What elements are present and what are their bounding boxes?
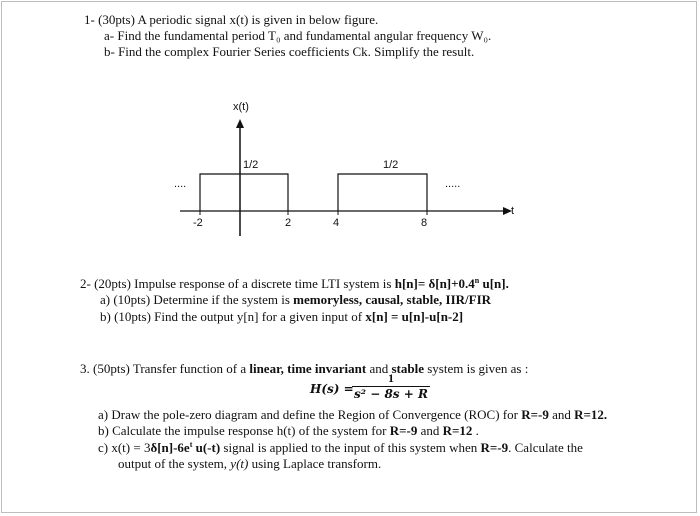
q3-title-mid: and xyxy=(366,361,392,376)
q3-part-b-r1: R=-9 xyxy=(389,423,418,438)
amplitude-label-2: 1/2 xyxy=(383,159,399,171)
q2-part-a-properties: memoryless, causal, stable, IIR/FIR xyxy=(293,292,492,307)
q3-part-c-mid: signal is applied to the input of this system when xyxy=(220,440,481,455)
transfer-function-fraction xyxy=(352,372,430,401)
q3-part-c-line2 xyxy=(118,456,381,472)
pulse-1 xyxy=(200,174,288,211)
tick-label-neg2: -2 xyxy=(193,217,203,229)
q2-title xyxy=(80,276,509,292)
q3-part-a xyxy=(98,407,607,423)
q3-part-c-line2-text: output of the system, xyxy=(118,456,231,471)
q3-title xyxy=(80,361,528,377)
q3-part-c-step: u(-t) xyxy=(192,440,221,455)
q1-part-a: a- Find the fundamental period T₀ and fundamental angular frequency W₀. xyxy=(104,28,492,43)
q1-part-b: b- Find the complex Fourier Series coefficients Ck. Simplify the result. xyxy=(104,44,475,59)
y-axis-arrow xyxy=(236,119,244,128)
dots-left: .... xyxy=(174,178,187,190)
tick-label-2: 2 xyxy=(285,217,292,229)
q3-part-b-text: b) Calculate the impulse response h(t) of the system for xyxy=(98,423,390,438)
y-axis-label: x(t) xyxy=(233,101,249,113)
q2-exponent: n xyxy=(474,276,480,285)
q3-title-bold2: stable xyxy=(391,361,424,376)
q1-title: 1- (30pts) A periodic signal x(t) is given in below figure. xyxy=(84,12,379,27)
q3-part-c-line2-end: using Laplace transform. xyxy=(248,456,382,471)
q3-part-c-signal: δ[n]-6e xyxy=(150,440,190,455)
q3-part-c-output: y(t) xyxy=(230,456,249,471)
amplitude-label-1: 1/2 xyxy=(243,159,259,171)
q3-title-end: system is given as : xyxy=(424,361,529,376)
q3-part-c-r: R=-9 xyxy=(480,440,509,455)
q3-title-text: 3. (50pts) Transfer function of a xyxy=(80,361,250,376)
q3-part-c-text: c) x(t) = 3 xyxy=(98,440,151,455)
q3-part-b-r2: R=12 xyxy=(442,423,473,438)
tick-label-4: 4 xyxy=(333,217,340,229)
q3-part-c-end: . Calculate the xyxy=(508,440,583,455)
dots-right: ..... xyxy=(445,178,461,190)
q2-title-end: u[n]. xyxy=(479,276,509,291)
q3-part-c-exponent: t xyxy=(189,440,193,449)
q3-title-bold: linear, time invariant xyxy=(249,361,367,376)
q2-part-b xyxy=(100,309,463,325)
q3-part-a-and: and xyxy=(548,407,575,422)
q2-part-a-text: a) (10pts) Determine if the system is xyxy=(100,292,294,307)
tick-label-8: 8 xyxy=(421,217,428,229)
q3-part-a-text: a) Draw the pole-zero diagram and define the Region of Convergence (ROC) for xyxy=(98,407,522,422)
fraction-numerator: 1 xyxy=(388,371,394,385)
pulse-2 xyxy=(338,174,427,211)
transfer-function-label: H(s) = xyxy=(310,382,354,396)
q2-title-text: 2- (20pts) Impulse response of a discrete time LTI system is xyxy=(80,276,395,291)
q2-part-b-text: b) (10pts) Find the output y[n] for a given input of xyxy=(100,309,366,324)
q3-part-b-and: and xyxy=(417,423,443,438)
q3-part-b-end: . xyxy=(472,423,479,438)
q3-part-a-r1: R=-9 xyxy=(521,407,549,422)
q3-part-b xyxy=(98,423,479,439)
x-axis-label: t xyxy=(511,205,515,217)
q3-part-c xyxy=(98,440,583,456)
q2-impulse-response: h[n]= δ[n]+0.4 xyxy=(394,276,475,291)
q2-part-b-input: x[n] = u[n]-u[n-2] xyxy=(365,309,464,324)
q3-part-a-r2: R=12. xyxy=(574,407,608,422)
fraction-denominator: s² − 8s + R xyxy=(354,387,428,401)
q2-part-a xyxy=(100,292,491,308)
